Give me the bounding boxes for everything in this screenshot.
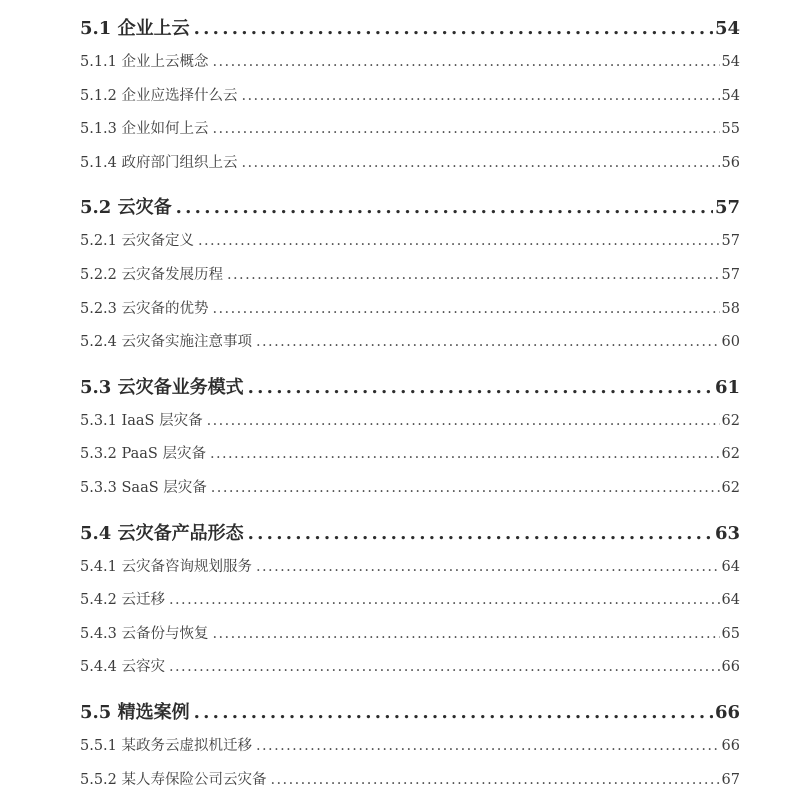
subsection-title: 5.4.4 云容灾 [80, 659, 166, 676]
dot-leader [169, 584, 720, 618]
subsection-title: 5.4.3 云备份与恢复 [80, 625, 209, 642]
page-number: 61 [714, 376, 740, 398]
subsection-title: 5.4.1 云灾备咨询规划服务 [80, 558, 253, 575]
section-title: 5.2 云灾备 [80, 197, 172, 219]
toc-subsection-entry[interactable] [80, 730, 740, 764]
page-number: 57 [721, 233, 740, 250]
toc-section-entry[interactable] [80, 12, 740, 46]
toc-subsection-entry[interactable] [80, 472, 740, 506]
page-number: 66 [721, 659, 740, 676]
dot-leader [213, 618, 720, 652]
subsection-title: 5.1.4 政府部门组织上云 [80, 154, 238, 171]
dot-leader [256, 730, 720, 764]
dot-leader [213, 113, 720, 147]
page-number: 66 [721, 737, 740, 754]
page-number: 62 [721, 446, 740, 463]
dot-leader [248, 371, 713, 405]
subsection-title: 5.2.4 云灾备实施注意事项 [80, 334, 253, 351]
toc-subsection-entry[interactable] [80, 584, 740, 618]
dot-leader [213, 293, 720, 327]
page-number: 57 [714, 197, 740, 219]
dot-leader [176, 191, 713, 225]
section-title: 5.1 企业上云 [80, 18, 190, 39]
page-number: 60 [721, 334, 740, 351]
toc-subsection-entry[interactable] [80, 651, 740, 685]
page-number: 58 [721, 300, 740, 317]
page-number: 67 [721, 771, 740, 788]
toc-subsection-entry[interactable] [80, 46, 740, 80]
subsection-title: 5.2.3 云灾备的优势 [80, 300, 209, 317]
toc-section-entry[interactable] [80, 696, 740, 730]
dot-leader [256, 326, 720, 360]
dot-leader [210, 438, 720, 472]
dot-leader [194, 12, 713, 46]
page-number: 62 [721, 479, 740, 496]
dot-leader [248, 517, 713, 551]
page-number: 64 [721, 592, 740, 609]
page-number: 65 [721, 625, 740, 642]
dot-leader [242, 80, 720, 114]
subsection-title: 5.1.1 企业上云概念 [80, 54, 209, 70]
dot-leader [194, 696, 713, 730]
page-number: 57 [721, 266, 740, 283]
subsection-title: 5.5.1 某政务云虚拟机迁移 [80, 737, 253, 754]
dot-leader [213, 46, 720, 80]
dot-leader [242, 147, 720, 181]
dot-leader [198, 225, 720, 259]
page-number: 54 [714, 18, 740, 39]
toc-subsection-entry[interactable] [80, 293, 740, 327]
dot-leader [227, 259, 720, 293]
section-title: 5.4 云灾备产品形态 [80, 522, 244, 544]
toc-subsection-entry[interactable] [80, 326, 740, 360]
dot-leader [207, 405, 720, 439]
subsection-title: 5.3.3 SaaS 层灾备 [80, 479, 207, 496]
subsection-title: 5.1.3 企业如何上云 [80, 121, 209, 138]
subsection-title: 5.1.2 企业应选择什么云 [80, 87, 238, 104]
subsection-title: 5.5.2 某人寿保险公司云灾备 [80, 771, 267, 788]
subsection-title: 5.3.2 PaaS 层灾备 [80, 446, 206, 463]
page-number: 55 [721, 121, 740, 138]
dot-leader [211, 472, 720, 506]
toc-subsection-entry[interactable] [80, 147, 740, 181]
group-spacer [80, 180, 740, 191]
toc-subsection-entry[interactable] [80, 259, 740, 293]
page-number: 54 [721, 54, 740, 70]
toc-subsection-entry[interactable] [80, 551, 740, 585]
page-number: 63 [714, 522, 740, 544]
page-number: 54 [721, 87, 740, 104]
toc-section-entry[interactable] [80, 517, 740, 551]
subsection-title: 5.2.1 云灾备定义 [80, 233, 195, 250]
dot-leader [169, 651, 720, 685]
toc-subsection-entry[interactable] [80, 764, 740, 798]
subsection-title: 5.2.2 云灾备发展历程 [80, 266, 224, 283]
group-spacer [80, 506, 740, 517]
group-spacer [80, 360, 740, 371]
subsection-title: 5.4.2 云迁移 [80, 592, 166, 609]
dot-leader [271, 764, 720, 798]
group-spacer [80, 685, 740, 696]
page-number: 66 [714, 701, 740, 723]
toc-subsection-entry[interactable] [80, 80, 740, 114]
toc-subsection-entry[interactable] [80, 225, 740, 259]
subsection-title: 5.3.1 IaaS 层灾备 [80, 412, 203, 429]
dot-leader [256, 551, 720, 585]
toc-subsection-entry[interactable] [80, 113, 740, 147]
toc-section-entry[interactable] [80, 371, 740, 405]
toc-section-entry[interactable] [80, 191, 740, 225]
toc-subsection-entry[interactable] [80, 405, 740, 439]
toc-subsection-entry[interactable] [80, 618, 740, 652]
page-number: 64 [721, 558, 740, 575]
page-number: 62 [721, 412, 740, 429]
table-of-contents [80, 12, 740, 797]
section-title: 5.5 精选案例 [80, 701, 190, 723]
page-number: 56 [721, 154, 740, 171]
toc-subsection-entry[interactable] [80, 438, 740, 472]
section-title: 5.3 云灾备业务模式 [80, 376, 244, 398]
